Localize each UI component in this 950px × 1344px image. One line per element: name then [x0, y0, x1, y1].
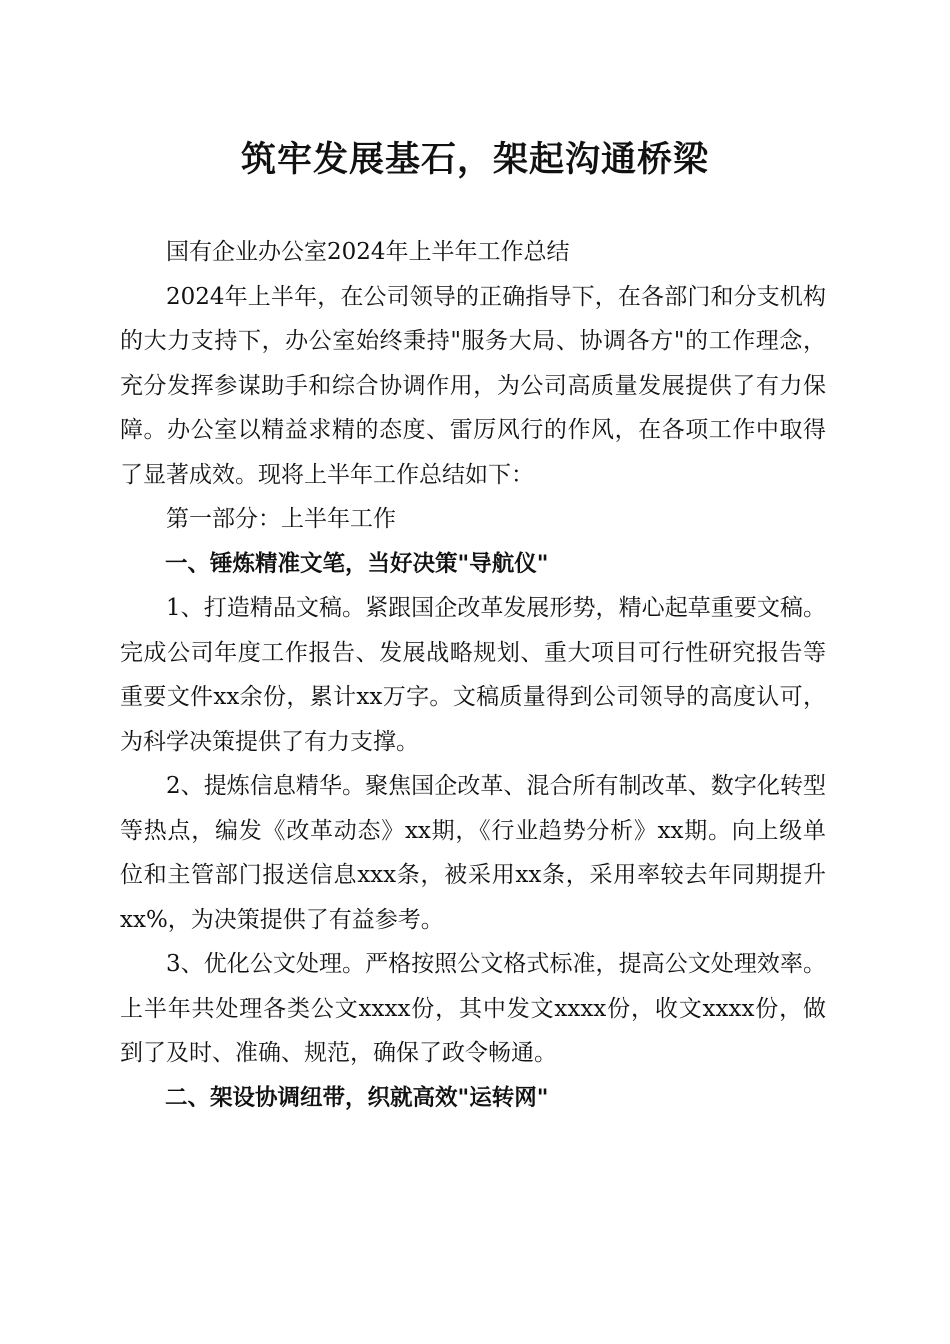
section-heading-1: 一、锤炼精准文笔，当好决策"导航仪": [165, 550, 549, 577]
part-label: 第一部分：上半年工作: [166, 506, 396, 532]
paragraph-item-1: 1、打造精品文稿。紧跟国企改革发展形势，精心起草重要文稿。完成公司年度工作报告、发展战略规划、重大项目可行性研究报告等重要文件xx余份，累计xx万字。文稿质量得到公司领导的高度认可，为科学决策提供了有力支撑。: [120, 595, 826, 755]
document-body: [120, 230, 826, 1120]
section-heading-2: 二、架设协调纽带，织就高效"运转网": [165, 1084, 549, 1111]
paragraph-item-3: 3、优化公文处理。严格按照公文格式标准，提高公文处理效率。上半年共处理各类公文xxxx份，其中发文xxxx份，收文xxxx份，做到了及时、准确、规范，确保了政令畅通。: [120, 951, 826, 1066]
document-title: 筑牢发展基石，架起沟通桥梁: [240, 139, 709, 180]
intro-paragraph: 2024年上半年，在公司领导的正确指导下，在各部门和分支机构的大力支持下，办公室始终秉持"服务大局、协调各方"的工作理念，充分发挥参谋助手和综合协调作用，为公司高质量发展提供了有力保障。办公室以精益求精的态度、雷厉风行的作风，在各项工作中取得了显著成效。现将上半年工作总结如下：: [120, 283, 826, 488]
document-subtitle: 国有企业办公室2024年上半年工作总结: [166, 239, 570, 265]
paragraph-item-2: 2、提炼信息精华。聚焦国企改革、混合所有制改革、数字化转型等热点，编发《改革动态》xx期，《行业趋势分析》xx期。向上级单位和主管部门报送信息xxx条，被采用xx条，采用率较去年同期提升xx%，为决策提供了有益参考。: [120, 773, 826, 933]
